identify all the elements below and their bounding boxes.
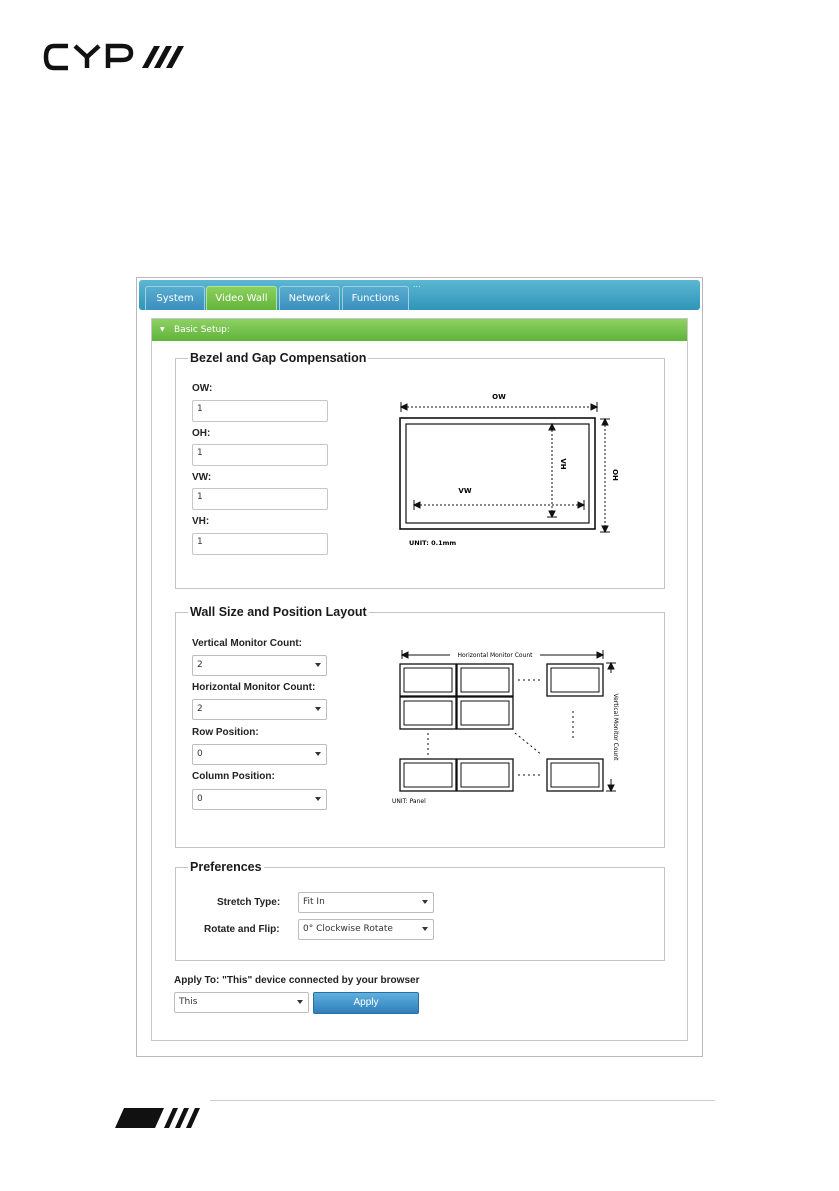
basic-setup-title: Basic Setup:: [174, 325, 230, 335]
vertical-count-diagram-label: Vertical Monitor Count: [612, 693, 619, 761]
outer-monitor-frame: [400, 418, 595, 529]
stretch-type-label: Stretch Type:: [217, 897, 281, 908]
horizontal-count-value: 2: [197, 704, 203, 714]
inner-visible-area: [406, 424, 589, 523]
apply-to-label: Apply To: "This" device connected by your browser: [174, 975, 420, 986]
ow-diagram-label: OW: [492, 393, 506, 401]
wall-unit-label: UNIT: Panel: [392, 798, 426, 805]
ow-label: OW:: [192, 383, 213, 394]
ow-input[interactable]: 1: [192, 400, 328, 422]
apply-target-value: This: [179, 997, 198, 1007]
dropdown-arrow-icon: [315, 752, 321, 756]
tab-network[interactable]: Network: [279, 286, 340, 310]
vw-input[interactable]: 1: [192, 488, 328, 510]
footer-brand-mark: [112, 1106, 202, 1130]
dropdown-arrow-icon: [297, 1000, 303, 1004]
vw-label: VW:: [192, 472, 212, 483]
tab-system[interactable]: System: [145, 286, 205, 310]
horizontal-count-diagram-label: Horizontal Monitor Count: [457, 652, 533, 659]
dropdown-arrow-icon: [315, 797, 321, 801]
horizontal-count-select[interactable]: [192, 699, 327, 720]
wall-layout-diagram: [390, 645, 625, 810]
tab-video-wall[interactable]: Video Wall: [206, 286, 277, 310]
basic-setup-header[interactable]: [152, 319, 687, 341]
bezel-gap-title: Bezel and Gap Compensation: [190, 351, 367, 365]
dropdown-arrow-icon: [315, 707, 321, 711]
row-position-select[interactable]: [192, 744, 327, 765]
tab-functions[interactable]: Functions: [342, 286, 409, 310]
vh-input[interactable]: 1: [192, 533, 328, 555]
collapse-caret-icon: ▼: [160, 326, 165, 333]
apply-target-select[interactable]: [174, 992, 309, 1013]
oh-input[interactable]: 1: [192, 444, 328, 466]
row-position-value: 0: [197, 749, 203, 759]
vertical-count-select[interactable]: [192, 655, 327, 676]
column-position-value: 0: [197, 794, 203, 804]
tab-overflow-indicator[interactable]: ...: [413, 280, 421, 289]
dropdown-arrow-icon: [422, 900, 428, 904]
footer-divider: [210, 1100, 715, 1101]
wall-layout-title: Wall Size and Position Layout: [190, 605, 367, 619]
vertical-count-label: Vertical Monitor Count:: [192, 638, 302, 649]
cyp-logo: [42, 40, 187, 74]
stretch-type-value: Fit In: [303, 897, 325, 907]
oh-label: OH:: [192, 428, 211, 439]
preferences-title: Preferences: [190, 860, 262, 874]
horizontal-count-label: Horizontal Monitor Count:: [192, 682, 316, 693]
oh-diagram-label: OH: [611, 469, 619, 481]
bezel-diagram: [395, 388, 625, 560]
vw-diagram-label: VW: [458, 487, 472, 495]
vertical-count-value: 2: [197, 660, 203, 670]
bezel-unit-label: UNIT: 0.1mm: [409, 539, 457, 547]
rotate-flip-label: Rotate and Flip:: [204, 924, 280, 935]
tab-bar: [139, 280, 700, 310]
vh-diagram-label: VH: [559, 458, 567, 470]
row-position-label: Row Position:: [192, 727, 259, 738]
stretch-type-select[interactable]: [298, 892, 434, 913]
column-position-select[interactable]: [192, 789, 327, 810]
apply-button[interactable]: Apply: [313, 992, 419, 1014]
dropdown-arrow-icon: [315, 663, 321, 667]
rotate-flip-select[interactable]: [298, 919, 434, 940]
dropdown-arrow-icon: [422, 927, 428, 931]
rotate-flip-value: 0° Clockwise Rotate: [303, 924, 393, 934]
vh-label: VH:: [192, 516, 210, 527]
column-position-label: Column Position:: [192, 771, 275, 782]
